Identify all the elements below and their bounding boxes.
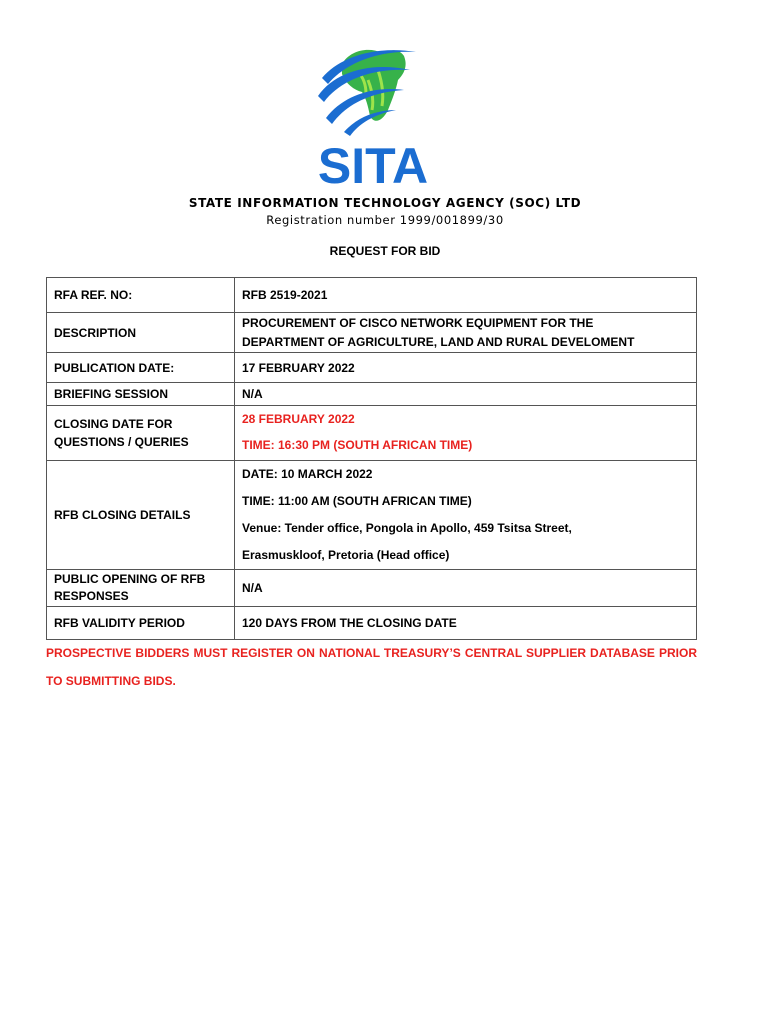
public-opening-value: N/A [235, 570, 697, 607]
table-row [47, 570, 697, 607]
sita-wordmark: SITA [317, 138, 429, 190]
validity-period-label: RFB VALIDITY PERIOD [47, 607, 235, 640]
bid-details-table [46, 277, 697, 640]
table-row [47, 461, 697, 570]
table-row [47, 313, 697, 353]
validity-period-value: 120 DAYS FROM THE CLOSING DATE [235, 607, 697, 640]
closing-details-date: DATE: 10 MARCH 2022 [242, 467, 373, 481]
rfa-ref-value: RFB 2519-2021 [235, 278, 697, 313]
closing-questions-date: 28 FEBRUARY 2022 [242, 412, 355, 426]
table-row [47, 383, 697, 406]
closing-details-label: RFB CLOSING DETAILS [47, 461, 235, 570]
briefing-session-value: N/A [235, 383, 697, 406]
table-row [47, 406, 697, 461]
closing-details-value [235, 461, 697, 570]
public-opening-label-line-1: PUBLIC OPENING OF RFB [54, 572, 206, 586]
org-name: STATE INFORMATION TECHNOLOGY AGENCY (SOC) LTD [188, 196, 582, 210]
sita-logo [312, 40, 434, 190]
public-opening-label-line-2: RESPONSES [54, 589, 129, 603]
closing-details-time: TIME: 11:00 AM (SOUTH AFRICAN TIME) [242, 494, 472, 508]
closing-questions-label [47, 406, 235, 461]
description-label: DESCRIPTION [47, 313, 235, 353]
rfa-ref-label: RFA REF. NO: [47, 278, 235, 313]
document-title: REQUEST FOR BID [329, 244, 441, 258]
table-row [47, 278, 697, 313]
publication-date-value: 17 FEBRUARY 2022 [235, 353, 697, 383]
table-row [47, 607, 697, 640]
description-line-1: PROCUREMENT OF CISCO NETWORK EQUIPMENT FOR THE [242, 315, 594, 330]
description-line-2: DEPARTMENT OF AGRICULTURE, LAND AND RURAL DEVELOMENT [242, 334, 635, 349]
csd-registration-notice: PROSPECTIVE BIDDERS MUST REGISTER ON NATIONAL TREASURY’S CENTRAL SUPPLIER DATABASE PRIOR TO SUBMITTING BIDS. [46, 646, 697, 688]
table-row [47, 353, 697, 383]
closing-details-venue-1: Venue: Tender office, Pongola in Apollo, 459 Tsitsa Street, [242, 521, 572, 535]
closing-questions-value [235, 406, 697, 461]
africa-swoosh-icon [318, 50, 416, 136]
closing-details-venue-2: Erasmuskloof, Pretoria (Head office) [242, 548, 450, 562]
closing-questions-time: TIME: 16:30 PM (SOUTH AFRICAN TIME) [242, 438, 473, 452]
description-value [235, 313, 697, 353]
public-opening-label [47, 570, 235, 607]
closing-questions-label-line-2: QUESTIONS / QUERIES [54, 435, 189, 449]
closing-questions-label-line-1: CLOSING DATE FOR [54, 417, 173, 431]
publication-date-label: PUBLICATION DATE: [47, 353, 235, 383]
briefing-session-label: BRIEFING SESSION [47, 383, 235, 406]
registration-number: Registration number 1999/001899/30 [266, 213, 504, 227]
